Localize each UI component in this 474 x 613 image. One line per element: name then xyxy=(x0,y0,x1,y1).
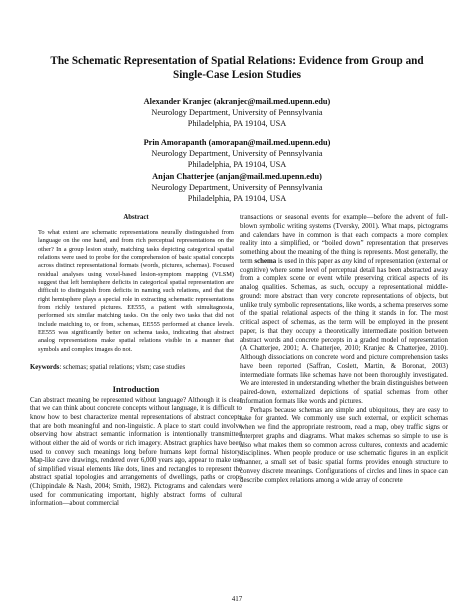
body-paragraph xyxy=(240,214,448,407)
body-text-run: kind of representation (external or cognitive) where some level of perceptual detail has been abstracted away from a complex scene or event while preserving critical aspects of its analog qualities. Schemas, as such, occupy a representational middle-ground: more abstract than very concrete representations of objects, but unlike truly symbolic representations, like words, a schema preserves some of the spatial relational aspects of the thing it stands in for. The most critical aspect of schemas, as the term will be employed in the present paper, is that they occupy a theoretically intermediate position between abstract words and concrete percepts in a graded model of representation (A Chatterjee, 2001; A. Chatterjee, 2010; Kranjec & Chatterjee, 2010). Although dissociations on concrete word and picture comprehension tasks have been reported (Saffran, Coslett, Martin, & Boronat, 2003) intermediate formats like schemas have not been thoroughly investigated. We are interested in understanding whether the brain distinguishes between paired-down, externalized depictions of spatial schemas from other information formats like words and pictures. xyxy=(240,257,448,405)
section-heading-introduction: Introduction xyxy=(112,383,160,394)
left-column xyxy=(30,214,242,509)
emphasis-any: any xyxy=(342,257,352,265)
intro-paragraph: Can abstract meaning be represented without language? Although it is clear that we can think about concrete concepts without language, it is difficult to know how to best characterize mental representations of abstract concepts that are both meaningful and non-linguistic. A place to start could involve observing how abstract semantic information is intentionally transmitted without either the aid of words or rich imagery. Abstract graphics have been used to convey such meanings long before humans kept formal history. Map-like cave drawings, rendered over 6,000 years ago, appear to make use of simplified visual elements like dots, lines and rectangles to represent the abstract spatial topologies and arrangements of dwellings, paths or crops (Chippindale & Nash, 2004; Smith, 1982). Pictograms and calendars were used for communicating important, highly abstract forms of cultural information—about commercial xyxy=(30,396,242,508)
keywords-text: : schemas; spatial relations; vlsm; case studies xyxy=(59,364,186,372)
author-name: Alexander Kranjec (akranjec@mail.med.upenn.edu) xyxy=(143,97,331,106)
body-text-run: is used in this paper as xyxy=(276,257,343,265)
body-text-run: transactions or seasonal events for example—before the advent of full-blown symbolic writing systems (Tversky, 2001). What maps, pictograms and calendars have in common is that each compacts a more complex reality into a simplified, or “boiled down” representation that preserves something about the meaning of the thing is represents. Most generally, the term xyxy=(240,214,448,265)
page-number: 417 xyxy=(231,595,243,603)
abstract-heading: Abstract xyxy=(123,214,149,221)
author-location: Philadelphia, PA 19104, USA xyxy=(187,160,287,169)
author-location: Philadelphia, PA 19104, USA xyxy=(187,194,287,203)
author-block xyxy=(60,137,414,170)
right-column xyxy=(240,214,448,485)
author-department: Neurology Department, University of Pennsylvania xyxy=(151,108,323,117)
author-name: Anjan Chatterjee (anjan@mail.med.upenn.edu) xyxy=(152,172,322,181)
author-block xyxy=(60,171,414,204)
paper-title: The Schematic Representation of Spatial Relations: Evidence from Group and Single-Case Lesion Studies xyxy=(50,55,424,81)
author-block xyxy=(60,96,414,129)
body-paragraph: Perhaps because schemas are simple and ubiquitous, they are easy to take for granted. We commonly use such external, or explicit schemas when we find the appropriate restroom, read a map, obey traffic signs or interpret graphs and diagrams. What makes schemas so simple to use is also what makes them so common across cultures, contexts and academic disciplines. When people produce or use schematic figures in an explicit manner, a small set of basic spatial forms provides enough structure to convey discrete meanings. Configurations of circles and lines in space can describe complex relations among a wide array of concrete xyxy=(240,406,448,484)
abstract-text: To what extent are schematic representations neurally distinguished from language on the one hand, and from rich perceptual representations on the other? In a group lesion study, matching tasks depicting categorical spatial relations were used to probe for the comprehension of basic spatial concepts across distinct representational formats (words, pictures, schemas). Focused residual analyses using voxel-based lesion-symptom mapping (VLSM) suggest that left hemisphere deficits in categorical spatial representation are difficult to distinguish from deficits in naming such relations, and that the right hemisphere plays a special role in extracting schematic representations from richly textured pictures. EE555, a patient with simultagnosia, performed six similar matching tasks. On the only two tasks that did not include matching to, or from, schemas, EE555 performed at chance levels. EE555 was significantly better on schema tasks, indicating that abstract analog representations make spatial relations visible in a manner that symbols and complex images do not. xyxy=(38,229,234,353)
keywords-label: Keywords xyxy=(30,364,60,372)
author-name: Prin Amorapanth (amorapan@mail.med.upenn.edu) xyxy=(143,138,331,147)
author-department: Neurology Department, University of Pennsylvania xyxy=(151,149,323,158)
author-location: Philadelphia, PA 19104, USA xyxy=(187,119,287,128)
author-department: Neurology Department, University of Pennsylvania xyxy=(151,183,323,192)
term-schema: schema xyxy=(254,257,277,265)
keywords xyxy=(30,364,242,373)
